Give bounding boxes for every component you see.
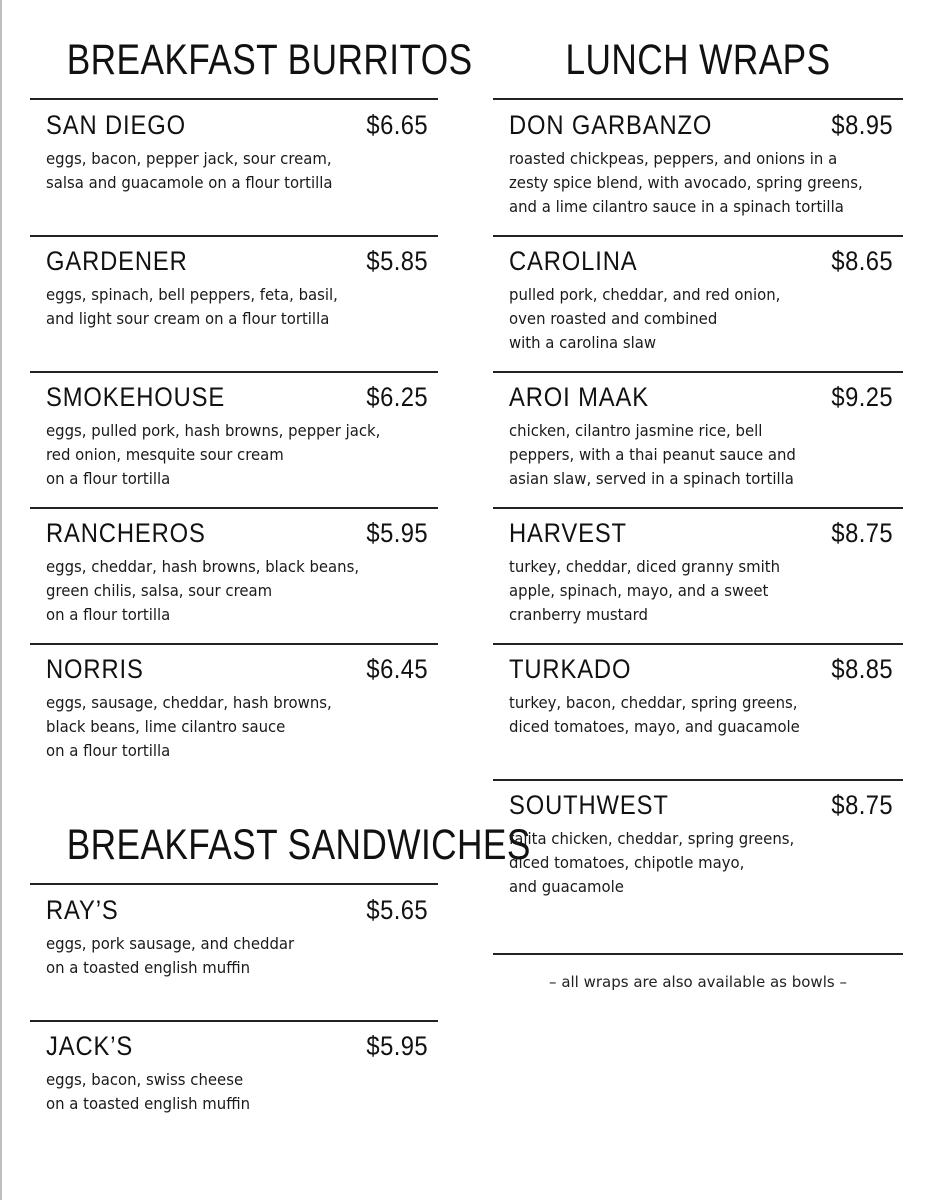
item-description	[509, 691, 874, 739]
section-title-lunch-wraps: LUNCH WRAPS	[565, 36, 831, 84]
description-line: eggs, pork sausage, and cheddar	[46, 934, 295, 953]
item-price: $5.95	[366, 518, 428, 548]
divider	[493, 98, 903, 100]
description-line: eggs, bacon, swiss cheese	[46, 1070, 244, 1089]
item-price: $5.95	[366, 1031, 428, 1061]
divider	[493, 507, 903, 509]
section-title-breakfast-sandwiches: BREAKFAST SANDWICHES	[66, 821, 531, 869]
item-description	[46, 419, 411, 491]
description-line: black beans, lime cilantro sauce	[46, 717, 286, 736]
description-line: eggs, spinach, bell peppers, feta, basil,	[46, 285, 338, 304]
item-price: $6.65	[366, 110, 428, 140]
item-price: $6.25	[366, 382, 428, 412]
item-description	[46, 283, 411, 331]
item-description	[509, 283, 874, 355]
description-line: red onion, mesquite sour cream	[46, 445, 284, 464]
item-name: SAN DIEGO	[46, 110, 186, 140]
item-description	[46, 555, 411, 627]
item-price: $8.75	[831, 518, 893, 548]
item-price: $8.85	[831, 654, 893, 684]
description-line: diced tomatoes, mayo, and guacamole	[509, 717, 800, 736]
description-line: eggs, cheddar, hash browns, black beans,	[46, 557, 360, 576]
description-line: fajita chicken, cheddar, spring greens,	[509, 829, 795, 848]
description-line: zesty spice blend, with avocado, spring greens,	[509, 173, 863, 192]
bowls-note: – all wraps are also available as bowls –	[549, 973, 847, 991]
item-description	[46, 932, 411, 980]
description-line: asian slaw, served in a spinach tortilla	[509, 469, 794, 488]
item-description	[509, 827, 874, 899]
description-line: cranberry mustard	[509, 605, 648, 624]
item-name: RANCHEROS	[46, 518, 206, 548]
description-line: oven roasted and combined	[509, 309, 718, 328]
divider	[493, 643, 903, 645]
description-line: on a flour tortilla	[46, 605, 171, 624]
item-description	[46, 1068, 411, 1116]
divider	[493, 371, 903, 373]
item-name: HARVEST	[509, 518, 627, 548]
divider	[30, 98, 438, 100]
item-price: $8.65	[831, 246, 893, 276]
description-line: on a flour tortilla	[46, 469, 171, 488]
item-name: CAROLINA	[509, 246, 638, 276]
section-title-breakfast-burritos: BREAKFAST BURRITOS	[66, 36, 473, 84]
divider	[30, 371, 438, 373]
description-line: and light sour cream on a flour tortilla	[46, 309, 330, 328]
description-line: eggs, pulled pork, hash browns, pepper jack,	[46, 421, 381, 440]
description-line: turkey, bacon, cheddar, spring greens,	[509, 693, 798, 712]
item-name: AROI MAAK	[509, 382, 649, 412]
item-name: JACK’S	[46, 1031, 134, 1061]
item-description	[46, 691, 411, 763]
description-line: with a carolina slaw	[509, 333, 657, 352]
divider	[493, 953, 903, 955]
description-line: and a lime cilantro sauce in a spinach tortilla	[509, 197, 844, 216]
item-price: $6.45	[366, 654, 428, 684]
item-description	[509, 147, 874, 219]
divider	[30, 883, 438, 885]
item-price: $5.65	[366, 895, 428, 925]
divider	[493, 779, 903, 781]
item-name: NORRIS	[46, 654, 144, 684]
description-line: green chilis, salsa, sour cream	[46, 581, 273, 600]
divider	[30, 643, 438, 645]
description-line: peppers, with a thai peanut sauce and	[509, 445, 796, 464]
description-line: chicken, cilantro jasmine rice, bell	[509, 421, 763, 440]
item-price: $5.85	[366, 246, 428, 276]
item-name: GARDENER	[46, 246, 188, 276]
item-name: SOUTHWEST	[509, 790, 669, 820]
description-line: turkey, cheddar, diced granny smith	[509, 557, 781, 576]
item-name: RAY’S	[46, 895, 119, 925]
divider	[30, 1020, 438, 1022]
item-price: $9.25	[831, 382, 893, 412]
description-line: pulled pork, cheddar, and red onion,	[509, 285, 781, 304]
item-description	[509, 555, 874, 627]
description-line: and guacamole	[509, 877, 624, 896]
item-name: DON GARBANZO	[509, 110, 713, 140]
item-name: SMOKEHOUSE	[46, 382, 226, 412]
description-line: on a flour tortilla	[46, 741, 171, 760]
description-line: on a toasted english muffin	[46, 1094, 251, 1113]
divider	[30, 507, 438, 509]
item-price: $8.95	[831, 110, 893, 140]
description-line: salsa and guacamole on a flour tortilla	[46, 173, 333, 192]
description-line: diced tomatoes, chipotle mayo,	[509, 853, 745, 872]
description-line: apple, spinach, mayo, and a sweet	[509, 581, 769, 600]
description-line: on a toasted english muffin	[46, 958, 251, 977]
item-price: $8.75	[831, 790, 893, 820]
description-line: eggs, bacon, pepper jack, sour cream,	[46, 149, 332, 168]
description-line: eggs, sausage, cheddar, hash browns,	[46, 693, 332, 712]
divider	[30, 235, 438, 237]
item-description	[46, 147, 411, 195]
description-line: roasted chickpeas, peppers, and onions in a	[509, 149, 838, 168]
divider	[493, 235, 903, 237]
item-description	[509, 419, 874, 491]
item-name: TURKADO	[509, 654, 632, 684]
